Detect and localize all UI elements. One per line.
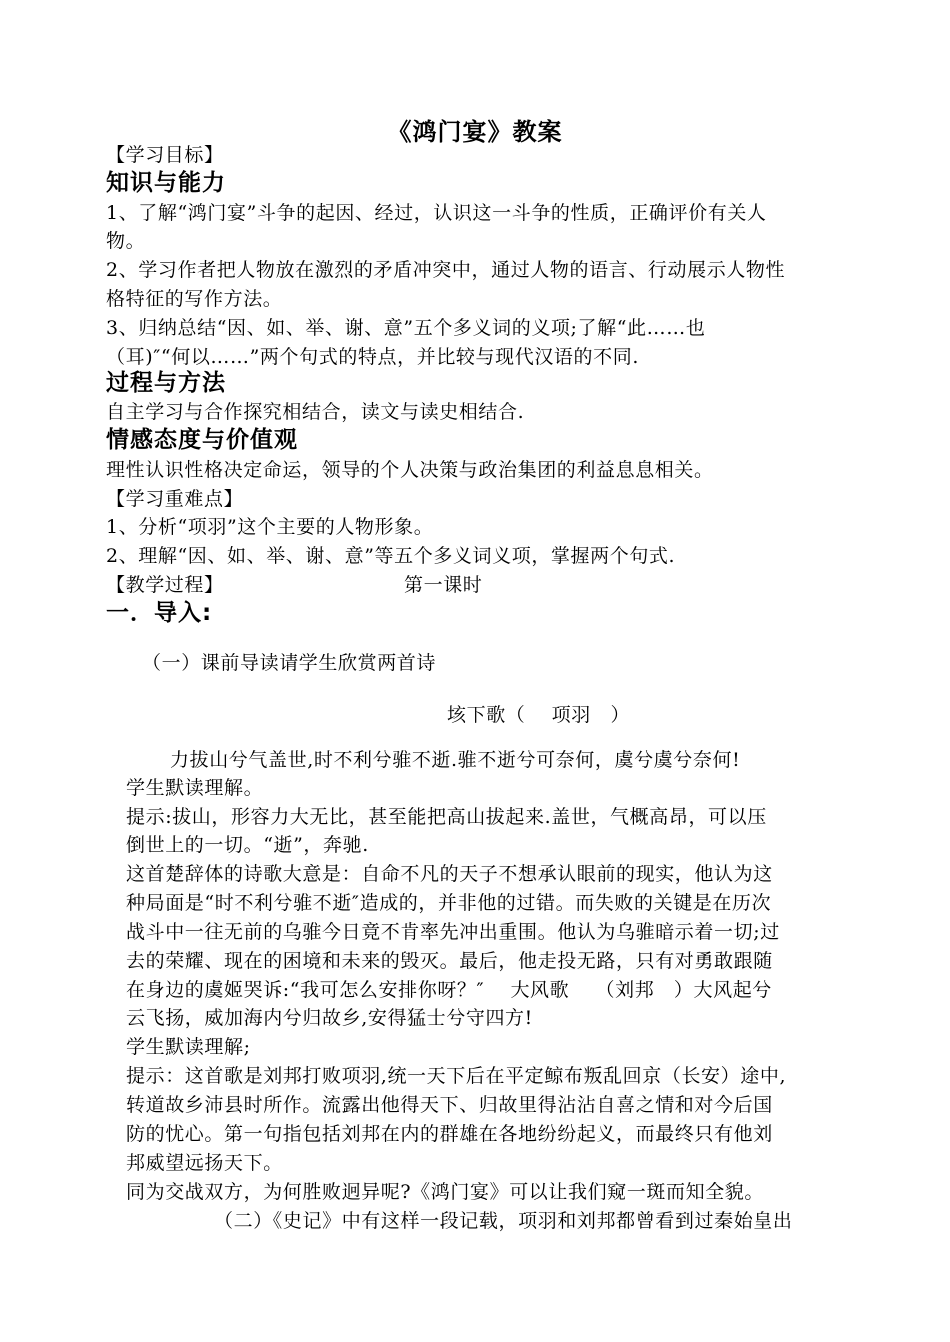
text-line: 3、归纳总结“因、如、举、谢、意”五个多义词的义项;了解“此……也 [106, 317, 706, 339]
text-line: 学生默读理解。 [126, 777, 264, 799]
heading-introduction: 一．导入: [106, 600, 213, 626]
text-line: 战斗中一往无前的乌骓今日竟不肯率先冲出重围。他认为乌骓暗示着一切;过 [126, 921, 780, 943]
text-line: 2、理解“因、如、举、谢、意”等五个多义词义项，掌握两个句式. [106, 545, 676, 567]
text-line: （耳)″“何以……”两个句式的特点，并比较与现代汉语的不同. [106, 346, 639, 368]
text-line: 1、分析“项羽”这个主要的人物形象。 [106, 516, 434, 538]
text-line: 这首楚辞体的诗歌大意是：自命不凡的天子不想承认眼前的现实，他认为这 [126, 863, 773, 885]
text-line: 学生默读理解; [126, 1036, 251, 1058]
text-line: 在身边的虞姬哭诉:“我可怎么安排你呀？″ 大风歌 （刘邦 ）大风起兮 [126, 979, 772, 1001]
section-label-key-points: 【学习重难点】 [106, 488, 244, 510]
heading-emotion-values: 情感态度与价值观 [106, 427, 298, 453]
lesson-label: 第一课时 [404, 574, 483, 596]
text-line: 格特征的写作方法。 [106, 288, 283, 310]
text-line: 转道故乡沛县时所作。流露出他得天下、归故里得沾沾自喜之情和对今后国 [126, 1094, 773, 1116]
heading-process-method: 过程与方法 [106, 370, 226, 396]
text-line: 倒世上的一切。“逝”，奔驰. [126, 834, 369, 856]
section-label-objectives: 【学习目标】 [106, 144, 224, 166]
text-line: 去的荣耀、现在的困境和未来的毁灭。最后，他走投无路，只有对勇敢跟随 [126, 950, 773, 972]
text-line: 物。 [106, 230, 146, 252]
poem-text-gaixia: 力拔山兮气盖世,时不利兮骓不逝.骓不逝兮可奈何，虞兮虞兮奈何! [170, 749, 741, 771]
text-line: 邦威望远扬天下。 [126, 1152, 283, 1174]
text-line: 提示:拔山，形容力大无比，甚至能把高山拔起来.盖世，气概高昂，可以压 [126, 806, 767, 828]
text-line: 防的忧心。第一句指包括刘邦在内的群雄在各地纷纷起义，而最终只有他刘 [126, 1123, 773, 1145]
text-line: 理性认识性格决定命运，领导的个人决策与政治集团的利益息息相关。 [106, 459, 714, 481]
text-line: 种局面是“时不利兮骓不逝″造成的，并非他的过错。而失败的关键是在历次 [126, 892, 772, 914]
text-line: 自主学习与合作探究相结合，读文与读史相结合. [106, 401, 525, 423]
text-line: 提示：这首歌是刘邦打败项羽,统一天下后在平定鲸布叛乱回京（长安）途中, [126, 1065, 787, 1087]
section-label-teaching-process: 【教学过程】 [106, 574, 224, 596]
text-line: 2、学习作者把人物放在激烈的矛盾冲突中，通过人物的语言、行动展示人物性 [106, 259, 786, 281]
text-line: （一）课前导读请学生欣赏两首诗 [142, 652, 437, 674]
heading-knowledge-ability: 知识与能力 [106, 170, 226, 196]
text-line: （二）《史记》中有这样一段记载，项羽和刘邦都曾看到过秦始皇出 [214, 1210, 793, 1232]
text-line: 云飞扬，威加海内兮归故乡,安得猛士兮守四方! [126, 1007, 533, 1029]
document-title: 《鸿门宴》教案 [387, 118, 563, 146]
text-line: 1、了解“鸿门宴”斗争的起因、经过，认识这一斗争的性质，正确评价有关人 [106, 202, 767, 224]
text-line: 同为交战双方，为何胜败迥异呢?《鸿门宴》可以让我们窥一斑而知全貌。 [126, 1181, 764, 1203]
poem-title-gaixia: 垓下歌（ 项羽 ） [447, 704, 631, 726]
